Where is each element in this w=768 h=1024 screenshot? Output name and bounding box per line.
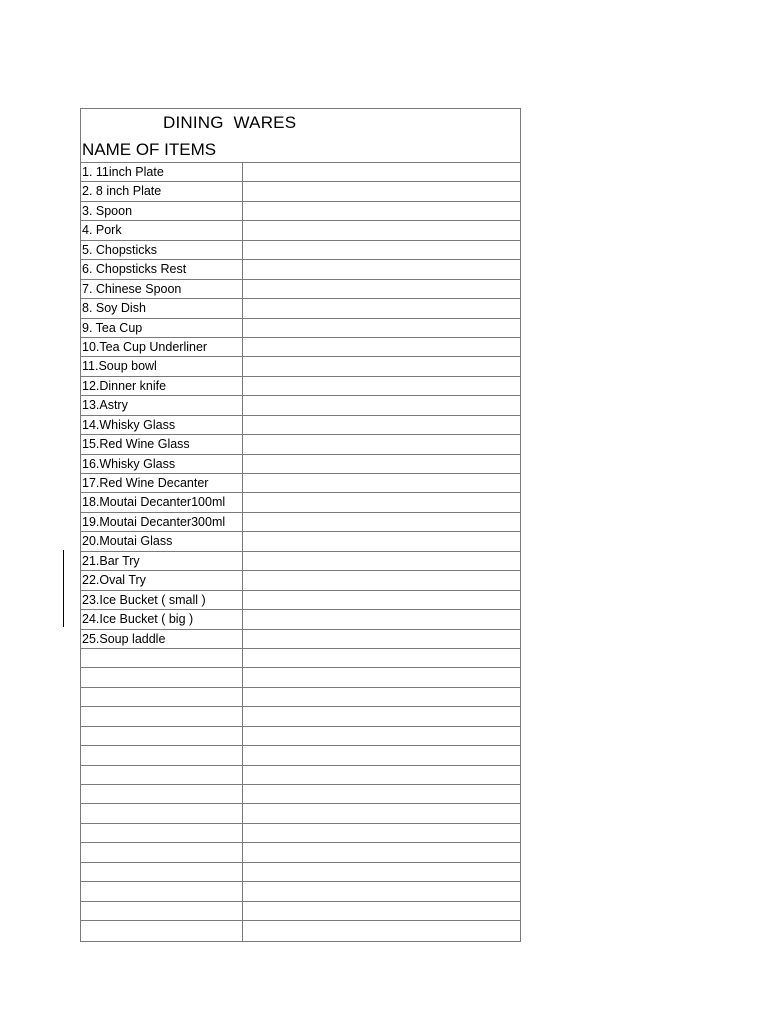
item-value-cell[interactable] (243, 824, 520, 842)
item-name-cell[interactable] (81, 804, 243, 822)
table-row (81, 202, 520, 221)
table-row (81, 338, 520, 357)
item-name-cell[interactable] (81, 707, 243, 725)
table-row (81, 571, 520, 590)
item-name-cell[interactable]: 25.Soup laddle (81, 630, 243, 648)
table-row (81, 319, 520, 338)
item-value-cell[interactable] (243, 513, 520, 531)
item-value-cell[interactable] (243, 746, 520, 764)
table-header (81, 109, 520, 163)
table-row (81, 163, 520, 182)
table-row (81, 532, 520, 551)
item-value-cell[interactable] (243, 357, 520, 375)
item-value-cell[interactable] (243, 221, 520, 239)
item-value-cell[interactable] (243, 610, 520, 628)
item-name-cell[interactable] (81, 921, 243, 940)
item-value-cell[interactable] (243, 804, 520, 822)
item-value-cell[interactable] (243, 163, 520, 181)
table-row (81, 377, 520, 396)
item-name-cell[interactable]: 10.Tea Cup Underliner (81, 338, 243, 356)
item-value-cell[interactable] (243, 785, 520, 803)
item-name-cell[interactable]: 5. Chopsticks (81, 241, 243, 259)
item-name-cell[interactable]: 21.Bar Try (81, 552, 243, 570)
item-value-cell[interactable] (243, 688, 520, 706)
item-value-cell[interactable] (243, 591, 520, 609)
item-name-cell[interactable]: 1. 11inch Plate (81, 163, 243, 181)
table-row (81, 221, 520, 240)
table-row (81, 882, 520, 901)
table-row (81, 513, 520, 532)
item-value-cell[interactable] (243, 338, 520, 356)
item-value-cell[interactable] (243, 260, 520, 278)
table-row (81, 902, 520, 921)
item-name-cell[interactable]: 19.Moutai Decanter300ml (81, 513, 243, 531)
item-value-cell[interactable] (243, 902, 520, 920)
page-title: DINING WARES (163, 113, 297, 132)
item-rows (81, 163, 520, 941)
item-name-cell[interactable]: 4. Pork (81, 221, 243, 239)
table-row (81, 824, 520, 843)
item-name-cell[interactable]: 6. Chopsticks Rest (81, 260, 243, 278)
item-value-cell[interactable] (243, 552, 520, 570)
item-value-cell[interactable] (243, 649, 520, 667)
item-value-cell[interactable] (243, 630, 520, 648)
table-row (81, 299, 520, 318)
item-value-cell[interactable] (243, 707, 520, 725)
item-name-cell[interactable]: 12.Dinner knife (81, 377, 243, 395)
item-value-cell[interactable] (243, 377, 520, 395)
table-row (81, 727, 520, 746)
item-value-cell[interactable] (243, 882, 520, 900)
item-value-cell[interactable] (243, 280, 520, 298)
item-name-cell[interactable] (81, 902, 243, 920)
item-name-cell[interactable] (81, 843, 243, 861)
item-value-cell[interactable] (243, 435, 520, 453)
item-name-cell[interactable]: 7. Chinese Spoon (81, 280, 243, 298)
item-name-cell[interactable]: 11.Soup bowl (81, 357, 243, 375)
item-name-cell[interactable]: 20.Moutai Glass (81, 532, 243, 550)
item-name-cell[interactable]: 16.Whisky Glass (81, 455, 243, 473)
item-name-cell[interactable]: 17.Red Wine Decanter (81, 474, 243, 492)
item-name-cell[interactable] (81, 727, 243, 745)
table-row (81, 280, 520, 299)
table-row (81, 630, 520, 649)
table-row (81, 416, 520, 435)
table-row (81, 493, 520, 512)
item-value-cell[interactable] (243, 727, 520, 745)
table-row (81, 921, 520, 940)
table-row (81, 474, 520, 493)
item-value-cell[interactable] (243, 668, 520, 686)
item-value-cell[interactable] (243, 766, 520, 784)
table-row (81, 455, 520, 474)
item-value-cell[interactable] (243, 182, 520, 200)
item-value-cell[interactable] (243, 571, 520, 589)
item-name-cell[interactable] (81, 668, 243, 686)
item-value-cell[interactable] (243, 921, 520, 940)
item-name-cell[interactable]: 23.Ice Bucket ( small ) (81, 591, 243, 609)
table-row (81, 435, 520, 454)
item-value-cell[interactable] (243, 455, 520, 473)
table-row (81, 707, 520, 726)
table-row (81, 668, 520, 687)
item-name-cell[interactable]: 3. Spoon (81, 202, 243, 220)
item-value-cell[interactable] (243, 532, 520, 550)
item-value-cell[interactable] (243, 319, 520, 337)
item-value-cell[interactable] (243, 474, 520, 492)
table-row (81, 785, 520, 804)
item-value-cell[interactable] (243, 396, 520, 414)
item-name-cell[interactable] (81, 766, 243, 784)
item-name-cell[interactable] (81, 785, 243, 803)
item-value-cell[interactable] (243, 493, 520, 511)
item-name-cell[interactable] (81, 688, 243, 706)
item-value-cell[interactable] (243, 241, 520, 259)
text-cursor-marker (63, 550, 64, 627)
table-row (81, 649, 520, 668)
table-row (81, 182, 520, 201)
table-row (81, 746, 520, 765)
item-name-cell[interactable]: 8. Soy Dish (81, 299, 243, 317)
item-name-cell[interactable]: 22.Oval Try (81, 571, 243, 589)
table-row (81, 357, 520, 376)
table-row (81, 591, 520, 610)
item-name-cell[interactable] (81, 863, 243, 881)
item-value-cell[interactable] (243, 299, 520, 317)
item-value-cell[interactable] (243, 843, 520, 861)
table-row (81, 241, 520, 260)
item-name-cell[interactable]: 18.Moutai Decanter100ml (81, 493, 243, 511)
dining-wares-table (80, 108, 521, 942)
table-row (81, 688, 520, 707)
item-name-cell[interactable]: 2. 8 inch Plate (81, 182, 243, 200)
item-value-cell[interactable] (243, 202, 520, 220)
item-name-cell[interactable]: 13.Astry (81, 396, 243, 414)
item-name-cell[interactable]: 14.Whisky Glass (81, 416, 243, 434)
item-name-cell[interactable] (81, 746, 243, 764)
table-row (81, 396, 520, 415)
table-row (81, 766, 520, 785)
table-row (81, 843, 520, 862)
item-name-cell[interactable] (81, 649, 243, 667)
item-name-cell[interactable] (81, 882, 243, 900)
table-row (81, 863, 520, 882)
table-row (81, 610, 520, 629)
item-name-cell[interactable]: 24.Ice Bucket ( big ) (81, 610, 243, 628)
item-name-cell[interactable]: 9. Tea Cup (81, 319, 243, 337)
item-value-cell[interactable] (243, 863, 520, 881)
item-value-cell[interactable] (243, 416, 520, 434)
table-row (81, 260, 520, 279)
table-row (81, 552, 520, 571)
column-title: NAME OF ITEMS (82, 140, 217, 159)
table-row (81, 804, 520, 823)
item-name-cell[interactable]: 15.Red Wine Glass (81, 435, 243, 453)
item-name-cell[interactable] (81, 824, 243, 842)
